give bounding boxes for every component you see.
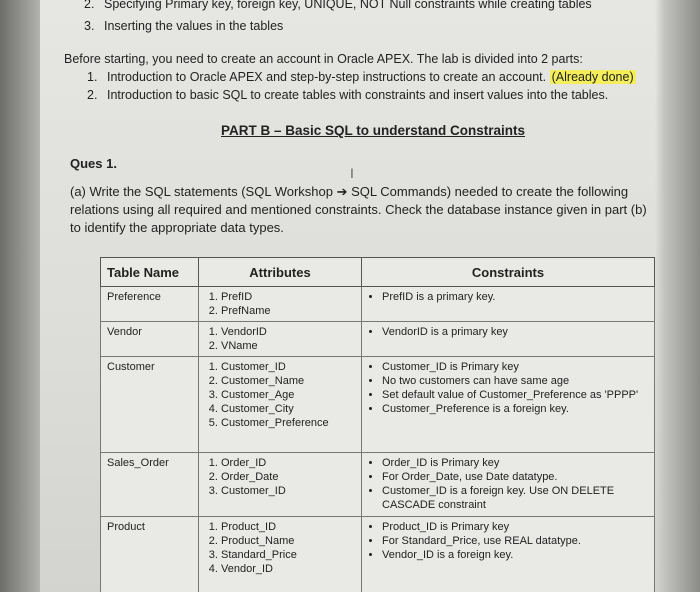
attribute-item: 1. VendorID — [221, 325, 355, 339]
attributes-cell — [199, 357, 362, 453]
table-name-cell: Vendor — [101, 322, 199, 357]
attribute-item: 1. Product_ID — [221, 520, 355, 534]
attribute-item: 2. VName — [221, 339, 355, 353]
table-header-row — [101, 258, 655, 287]
table-name-cell: Sales_Order — [101, 453, 199, 517]
constraints-table — [100, 257, 655, 592]
table-row — [101, 287, 655, 322]
constraints-cell — [362, 287, 655, 322]
constraint-item: • For Standard_Price, use REAL datatype. — [382, 534, 648, 548]
constraint-item: • VendorID is a primary key — [382, 325, 648, 339]
constraints-cell — [362, 357, 655, 453]
attribute-item: 5. Customer_Preference — [221, 416, 355, 430]
top-list-item: 3. Inserting the values in the tables — [84, 19, 284, 33]
attributes-cell — [199, 287, 362, 322]
table-row — [101, 322, 655, 357]
constraints-cell — [362, 322, 655, 357]
attribute-item: 1. PrefID — [221, 290, 355, 304]
table-name-cell: Preference — [101, 287, 199, 322]
question-text: (a) Write the SQL statements (SQL Workshop ➔ SQL Commands) needed to create the following relations using all required and mentioned constraints. Check the database instance given in part (b) to identify the appropriate data types. — [70, 184, 647, 235]
table-row — [101, 357, 655, 453]
table-name-cell: Product — [101, 517, 199, 592]
attribute-item: 3. Standard_Price — [221, 548, 355, 562]
attribute-item: 4. Customer_City — [221, 402, 355, 416]
attribute-item: 2. Order_Date — [221, 470, 355, 484]
constraint-item: • No two customers can have same age — [382, 374, 648, 388]
header-attributes: Attributes — [199, 258, 362, 287]
constraint-item: • Customer_ID is Primary key — [382, 360, 648, 374]
already-done-highlight: (Already done) — [551, 70, 634, 84]
table-name-cell: Customer — [101, 357, 199, 453]
top-list-item: 2. Specifying Primary key, foreign key, UNIQUE, NOT Null constraints while creating tables — [84, 0, 592, 11]
constraints-cell — [362, 453, 655, 517]
attribute-item: 2. PrefName — [221, 304, 355, 318]
attribute-item: 2. Product_Name — [221, 534, 355, 548]
constraint-item: • PrefID is a primary key. — [382, 290, 648, 304]
attributes-cell — [199, 453, 362, 517]
constraint-item: • Vendor_ID is a foreign key. — [382, 548, 648, 562]
attribute-item: 1. Order_ID — [221, 456, 355, 470]
constraint-item: • Order_ID is Primary key — [382, 456, 648, 470]
table-row — [101, 453, 655, 517]
constraint-item: • Customer_Preference is a foreign key. — [382, 402, 648, 416]
photo-shadow-right — [655, 0, 700, 592]
part-item: 2. Introduction to basic SQL to create tables with constraints and insert values into the tables. — [87, 88, 609, 102]
header-constraints: Constraints — [362, 258, 655, 287]
header-table-name: Table Name — [101, 258, 199, 287]
question-label: Ques 1. — [70, 156, 117, 171]
constraint-item: • Customer_ID is a foreign key. Use ON DELETE CASCADE constraint — [382, 484, 648, 512]
part-item: 1. Introduction to Oracle APEX and step-by-step instructions to create an account. (Already done) — [87, 70, 634, 84]
attribute-item: 3. Customer_Age — [221, 388, 355, 402]
text-cursor-icon: I — [350, 165, 354, 181]
attribute-item: 1. Customer_ID — [221, 360, 355, 374]
intro-text: Before starting, you need to create an account in Oracle APEX. The lab is divided into 2 parts: — [64, 52, 583, 66]
attributes-cell — [199, 517, 362, 592]
part-b-title: PART B – Basic SQL to understand Constraints — [221, 123, 526, 138]
constraint-item: • Set default value of Customer_Preference as 'PPPP' — [382, 388, 648, 402]
attributes-cell — [199, 322, 362, 357]
attribute-item: 2. Customer_Name — [221, 374, 355, 388]
attribute-item: 3. Customer_ID — [221, 484, 355, 498]
constraint-item: • For Order_Date, use Date datatype. — [382, 470, 648, 484]
constraints-cell — [362, 517, 655, 592]
table-row — [101, 517, 655, 592]
constraint-item: • Product_ID is Primary key — [382, 520, 648, 534]
attribute-item: 4. Vendor_ID — [221, 562, 355, 576]
